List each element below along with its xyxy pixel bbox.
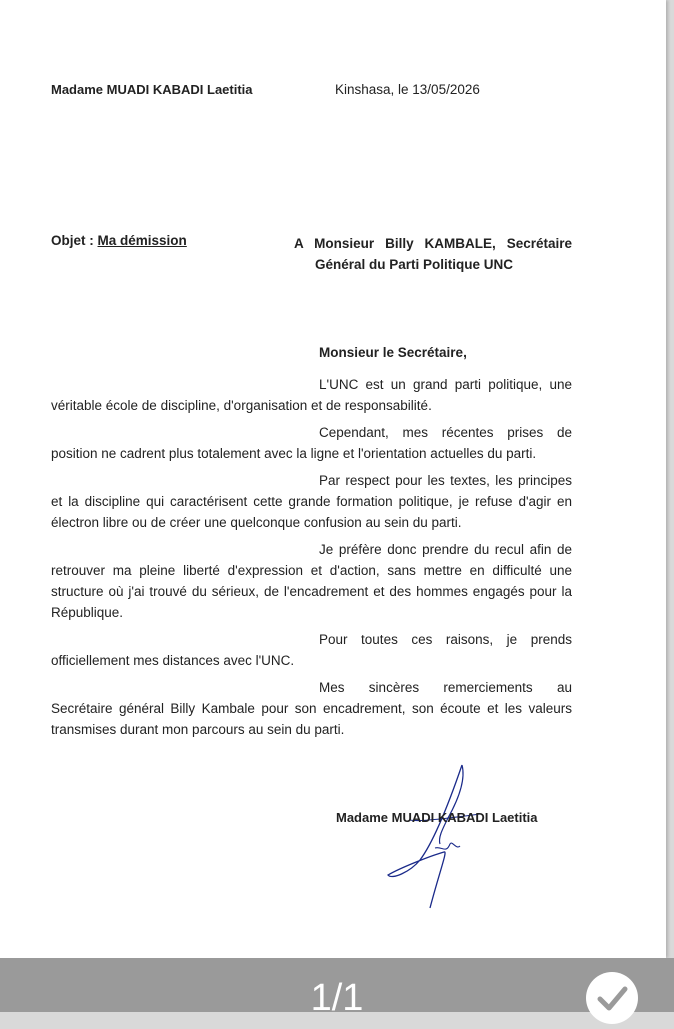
viewer-toolbar [0,958,674,1019]
subject-value: Ma démission [97,233,187,248]
check-icon [586,972,638,1024]
letter-body [51,374,572,746]
paragraph: L'UNC est un grand parti politique, une véritable école de discipline, d'organisation et de responsabilité. [51,377,572,413]
sender-name: Madame MUADI KABADI Laetitia [51,82,253,97]
place-date: Kinshasa, le 13/05/2026 [335,82,480,97]
confirm-button[interactable] [586,972,638,1024]
subject-label: Objet : [51,233,94,248]
paragraph: Par respect pour les textes, les principes et la discipline qui caractérisent cette grande formation politique, je refuse d'agir en électron libre ou de créer une quelconque confusion au sein du parti. [51,473,572,530]
salutation: Monsieur le Secrétaire, [319,345,467,360]
paragraph: Mes sincères remerciements au Secrétaire général Billy Kambale pour son encadrement, son écoute et les valeurs transmises durant mon parcours au sein du parti. [51,680,572,737]
paragraph: Cependant, mes récentes prises de position ne cadrent plus totalement avec la ligne et l'orientation actuelles du parti. [51,425,572,461]
handwritten-signature [380,760,500,920]
paragraph: Pour toutes ces raisons, je prends officiellement mes distances avec l'UNC. [51,632,572,668]
recipient-block [294,233,572,275]
signature-name: Madame MUADI KABADI Laetitia [336,810,538,825]
paragraph: Je préfère donc prendre du recul afin de retrouver ma pleine liberté d'expression et d'action, sans mettre en difficulté une structure où j'ai trouvé du sérieux, de l'encadrement et des hommes engagés pour la République. [51,542,572,620]
page-counter: 1/1 [310,977,364,1019]
recipient-line-1: A Monsieur Billy KAMBALE, Secrétaire [294,236,572,251]
recipient-line-2: Général du Parti Politique UNC [315,257,514,272]
subject-line [51,233,187,248]
